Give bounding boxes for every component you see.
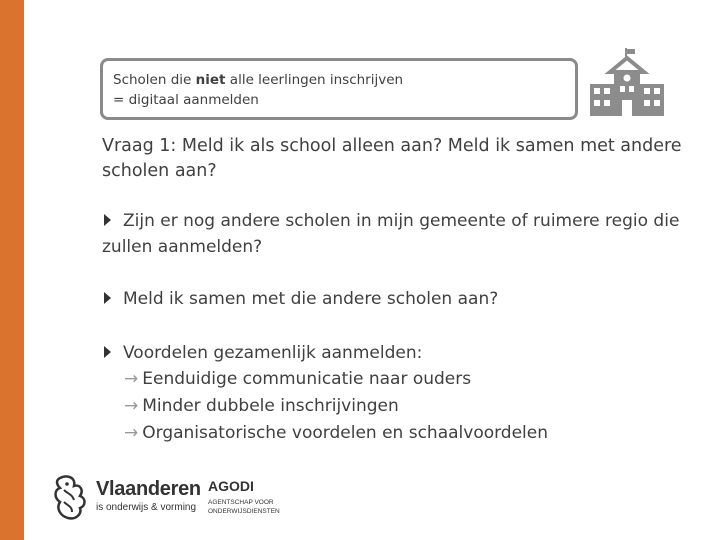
bullet-item <box>102 286 702 312</box>
arrow-right-icon: → <box>124 396 139 416</box>
agodi-logo-tagline <box>208 498 298 516</box>
vlaanderen-logo-tagline: is onderwijs & vorming <box>96 502 197 513</box>
header-text-after: alle leerlingen inschrijven <box>225 72 404 88</box>
sub-item <box>102 366 702 393</box>
sub-item-text: Organisatorische voordelen en schaalvoordelen <box>142 423 549 443</box>
sub-item-text: Minder dubbele inschrijvingen <box>142 396 399 416</box>
agodi-tagline-line-2: ONDERWIJSDIENSTEN <box>208 508 280 515</box>
accent-bar <box>0 0 24 540</box>
flemish-lion-icon <box>50 472 90 522</box>
school-building-icon <box>586 48 668 116</box>
triangle-right-icon <box>104 214 111 226</box>
triangle-right-icon <box>104 292 111 304</box>
header-text-before: Scholen die <box>113 72 196 88</box>
sub-item-text: Eenduidige communicatie naar ouders <box>142 369 472 389</box>
bullet-text: Meld ik samen met die andere scholen aan? <box>123 289 499 309</box>
arrow-right-icon: → <box>124 369 139 389</box>
header-box <box>100 58 578 120</box>
agodi-logo-name: AGODI <box>208 478 254 494</box>
vlaanderen-logo-name: Vlaanderen <box>96 478 201 500</box>
triangle-right-icon <box>104 346 111 358</box>
bullet-text: Voordelen gezamenlijk aanmelden: <box>123 343 423 363</box>
bullet-text: Zijn er nog andere scholen in mijn gemeente of ruimere regio die zullen aanmelden? <box>102 211 680 257</box>
sub-item <box>102 393 702 420</box>
bullet-item <box>102 208 702 260</box>
arrow-right-icon: → <box>124 423 139 443</box>
header-emphasis: niet <box>195 72 226 88</box>
sub-item <box>102 420 702 447</box>
question-heading: Vraag 1: Meld ik als school alleen aan? Meld ik samen met andere scholen aan? <box>102 136 682 181</box>
bullet-item <box>102 340 702 447</box>
header-line-2: = digitaal aanmelden <box>113 92 259 108</box>
footer-logos <box>50 470 310 526</box>
header-line-1 <box>113 70 575 90</box>
agodi-tagline-line-1: AGENTSCHAP VOOR <box>208 499 274 506</box>
